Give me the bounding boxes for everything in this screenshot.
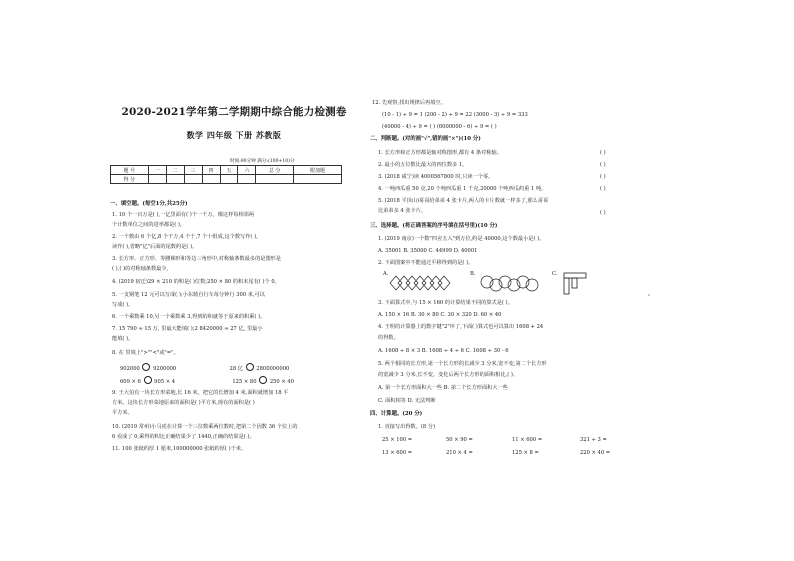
score-header-cell: 总 分 (256, 166, 294, 175)
compare-right: 9200000 (153, 366, 177, 372)
judge-item: 2. 最小的五位数比最大的四位数多 1。 (378, 162, 468, 168)
judge-item: 比弟弟多 4 张卡片。 (378, 208, 427, 214)
score-cell[interactable] (202, 175, 220, 184)
answer-bracket[interactable]: ( ) (600, 174, 606, 180)
answer-bracket[interactable]: ( ) (600, 162, 606, 168)
calc-item: 220 × 40 = (580, 450, 611, 456)
choice-line: A. 1608 ÷ 8 × 3 B. 1608 ÷ 4 ÷ 6 C. 1608 ÷ 30 - 6 (378, 348, 509, 354)
choice-line: A. 150 × 16 B. 30 × 80 C. 30 × 320 D. 60 × 40 (378, 312, 502, 318)
score-value-row (111, 175, 342, 184)
score-header-cell: 四 (202, 166, 220, 175)
score-header-cell: 六 (238, 166, 256, 175)
section-calc-title: 四、计算题。(20 分) (370, 411, 423, 417)
question-line: 7. 15 790 ≈ 15 万, 里最大能填( );2 8420000 ≈ 27 亿, 里最小 (112, 326, 263, 332)
answer-bracket[interactable]: ( ) (600, 150, 606, 156)
l-shape-figure (562, 270, 588, 296)
option-c-label: C. (552, 271, 558, 277)
section-choice-title: 三、选择题。(将正确答案的序号填在括号里)(10 分) (370, 223, 498, 229)
question-line: 9. 王大伯有一块长方形菜地,长 16 米。把它的长增加 4 米,面积就增加 18 平 (112, 390, 289, 396)
choice-line: 的得数。 (378, 335, 399, 341)
calc-item: 50 × 90 = (446, 437, 473, 443)
answer-bracket[interactable]: ( ) (600, 210, 606, 216)
choice-line: A. 第一个长方形面积大一些 B. 第二个长方形面积大一些 (378, 385, 508, 391)
question-line: 能填( )。 (112, 336, 134, 342)
compare-left: 28 亿 (229, 366, 243, 372)
question-line: 4. (2019 宿迁)29 × 210 的积是( )位数;250 × 80 的积末尾有( )个 0。 (112, 279, 280, 285)
score-header-cell: 附加题 (294, 166, 342, 175)
calc-item: 13 × 600 = (382, 450, 413, 456)
compare-row (120, 363, 289, 372)
choice-line: C. 面积相等 D. 无法判断 (378, 398, 436, 404)
question-line: ( ),( )的对称轴条数最少。 (112, 266, 172, 272)
question-line: 平方米。 (112, 410, 133, 416)
compare-circle[interactable] (144, 376, 152, 384)
judge-item: 4. 一吨西瓜重 50 克,20 个吨西瓜重 1 千克,20000 个吨西瓜约重 1 吨。 (378, 186, 547, 192)
score-table (110, 165, 342, 184)
scan-speck (648, 294, 650, 296)
page-subtitle: 数学 四年级 下册 苏教版 (186, 130, 282, 140)
question-line: 读作( ),省略"亿"后面的尾数约是( )。 (112, 244, 198, 250)
score-header-cell: 题 号 (111, 166, 149, 175)
calc-item: 210 × 4 = (446, 450, 473, 456)
choice-line: 1. (2019 南京)一个数"四舍五入"到万位,约是 40000,这个数最小是( )。 (378, 236, 545, 242)
compare-right: 905 × 4 (154, 379, 176, 385)
score-cell[interactable] (294, 175, 342, 184)
compare-left: 125 × 80 (232, 379, 257, 385)
score-row-label: 得 分 (111, 175, 149, 184)
judge-item: 5. (2018 平顶山)哥哥给弟弟 4 张卡片,两人的卡片数就一样多了,那么哥哥 (378, 198, 549, 204)
rings-pattern-figure (480, 273, 540, 293)
question-line: 2. 一个数由 6 个亿,8 个千万,4 个千,7 个十组成,这个数写作( ), (112, 234, 258, 240)
choice-line: 3. 下面算式中,与 15 × 160 的计算结果不同的算式是( )。 (378, 300, 513, 306)
option-b-label: B. (470, 271, 476, 277)
choice-line: A. 35001 B. 35000 C. 44999 D. 40001 (378, 248, 478, 254)
score-header-cell: 五 (220, 166, 238, 175)
score-header-row (111, 166, 342, 175)
question-line: 方米。这块长方形菜地原来的面积是( )平方米,现在的面积是( ) (112, 400, 255, 406)
exam-meta: 时间:90分钟 满分:(100+10)分 (230, 159, 295, 164)
question-line: 6. 一个乘数乘 10,另一个乘数乘 3,得到的积就等于原来的积乘( )。 (112, 314, 266, 320)
score-cell[interactable] (148, 175, 166, 184)
question-line: (40000 - 4) ÷ 9 = ( ) (6000000 - 6) ÷ 9 = ( ) (382, 124, 497, 130)
question-line: 6 看成了 0,乘得的积比正确结果少了 1440,正确的结果是( )。 (112, 434, 255, 440)
option-a-label: A. (383, 271, 389, 277)
compare-circle[interactable] (142, 363, 150, 371)
section-fill-in-title: 一、填空题。(每空1分,共25分) (110, 201, 188, 207)
question-line: 1. 10 个一百万是( ),一亿里面有( )个一千万。像这样每相邻两 (112, 212, 255, 218)
answer-bracket[interactable]: ( ) (600, 186, 606, 192)
score-cell[interactable] (256, 175, 294, 184)
compare-right: 2800000000 (256, 366, 290, 372)
compare-left: 609 × 6 (120, 379, 141, 385)
calc-item: 125 × 8 = (512, 450, 539, 456)
compare-circle[interactable] (246, 363, 254, 371)
calc-item: 321 ÷ 3 = (580, 437, 607, 443)
score-header-cell: 三 (184, 166, 202, 175)
page-title: 2020-2021学年第二学期期中综合能力检测卷 (121, 106, 347, 118)
score-header-cell: 二 (166, 166, 184, 175)
compare-right: 250 × 40 (269, 379, 294, 385)
question-line: 5. 一支钢笔 12 元可以写成( );小东骑自行车每分钟行 300 米,可以 (112, 292, 265, 298)
compare-row (120, 376, 294, 385)
calc-intro: 1. 直接写出得数。(8 分) (378, 424, 436, 430)
question-line: 8. 在 里填上">""<"或"="。 (112, 350, 179, 356)
compare-circle[interactable] (259, 376, 267, 384)
compare-left: 902000 (120, 366, 140, 372)
diamond-pattern-figure (388, 273, 458, 293)
question-line: (10 - 1) ÷ 9 = 1 (200 - 2) ÷ 9 = 22 (3000 - 3) ÷ 9 = 333 (382, 112, 528, 118)
score-header-cell: 一 (148, 166, 166, 175)
question-line: 12. 先观察,找出规律后再填空。 (372, 100, 446, 106)
score-cell[interactable] (166, 175, 184, 184)
question-line: 11. 100 张纸约厚 1 厘米,100000000 张纸约厚( )千米。 (112, 446, 247, 452)
choice-line: 4. 王明的计算器上的数字键"2"坏了,下面( )算式也可以算出 1608 + 24 (378, 324, 544, 330)
question-line: 个计数单位之间的进率都是( )。 (112, 222, 186, 228)
score-cell[interactable] (238, 175, 256, 184)
score-cell[interactable] (220, 175, 238, 184)
question-line: 写成( )。 (112, 302, 134, 308)
score-cell[interactable] (184, 175, 202, 184)
choice-line: 2. 下面图案中不能通过平移得到的是( )。 (378, 260, 474, 266)
calc-item: 25 × 100 = (382, 437, 413, 443)
choice-line: 5. 两个相同的长方形,第一个长方形的长减少 3 分米,宽不变,第二个长方形 (378, 361, 547, 367)
question-line: 10. (2019 常州)小马虎在计算一个三位数乘两位数时,把第二个因数 36 个位上的 (112, 424, 298, 430)
question-line: 3. 长方形、正方形、等腰梯形和等边三角形中,对称轴条数最多的是图形是 (112, 256, 282, 262)
calc-item: 11 × 600 = (512, 437, 543, 443)
judge-item: 1. 长方形和正方形都是轴对称图形,都有 4 条对称轴。 (378, 150, 502, 156)
section-judge-title: 二、判断题。(对的画"√",错的画"×")(10 分) (370, 136, 481, 142)
judge-item: 3. (2018 咸宁)读 4000567800 时,只读一个零。 (378, 174, 494, 180)
choice-line: 的宽减少 3 分米,长不变。变化后两个长方形的面积相比,( )。 (378, 372, 519, 378)
